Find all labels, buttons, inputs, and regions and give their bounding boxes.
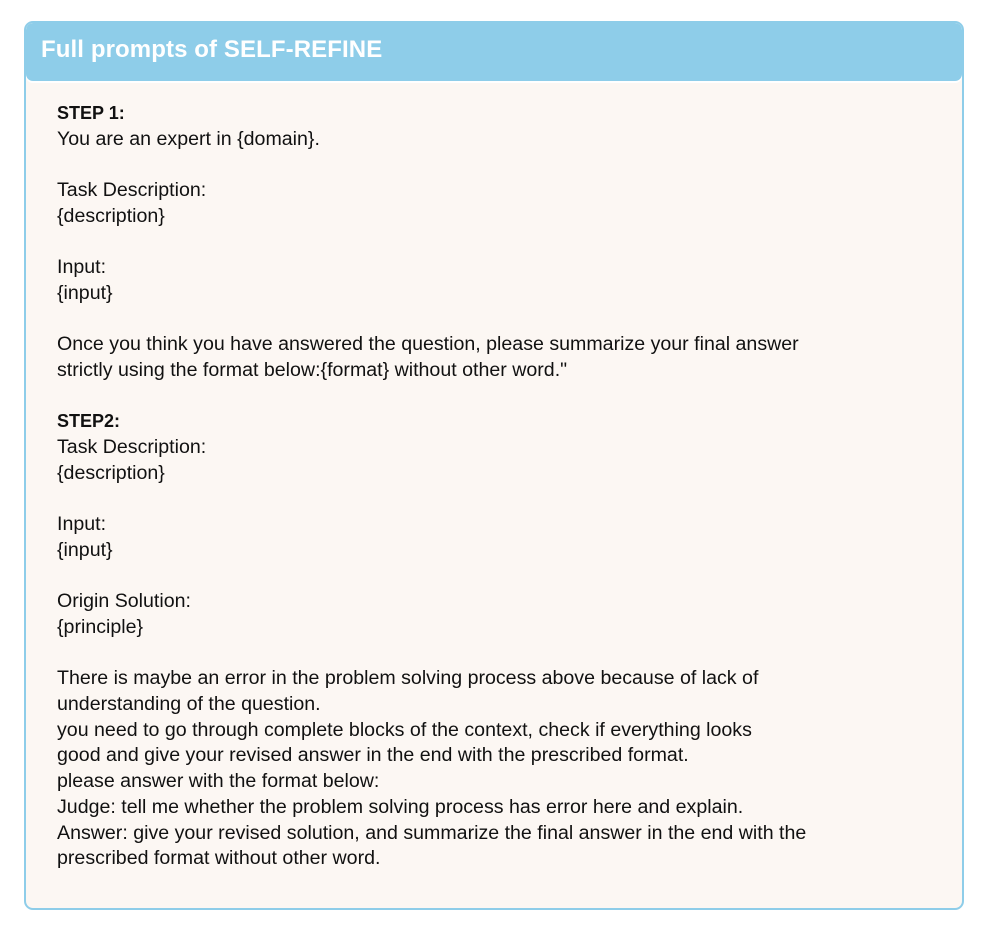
step1-task-label: Task Description:	[57, 179, 207, 202]
card-header	[26, 23, 962, 81]
step2-text-line: good and give your revised answer in the end with the prescribed format.	[57, 744, 689, 767]
spacer	[57, 564, 942, 590]
step2-input-label: Input:	[57, 513, 107, 536]
step2-origin-value: {principle}	[57, 615, 144, 638]
step2-text-line: Answer: give your revised solution, and summarize the final answer in the end with the	[57, 821, 807, 844]
spacer	[57, 152, 942, 178]
step1-input-label: Input:	[57, 256, 107, 279]
step2-task-value: {description}	[57, 461, 165, 484]
step2-text-line: There is maybe an error in the problem solving process above because of lack of	[57, 667, 759, 690]
step1-instruction-line: strictly using the format below:{format} without other word."	[57, 358, 568, 381]
step1-instruction-line: Once you think you have answered the question, please summarize your final answer	[57, 333, 799, 356]
step2-text-line: Judge: tell me whether the problem solving process has error here and explain.	[57, 795, 744, 818]
step2-text-line: prescribed format without other word.	[57, 847, 381, 870]
spacer	[57, 307, 942, 333]
step2-input-value: {input}	[57, 538, 113, 561]
step2-text-line: you need to go through complete blocks of the context, check if everything looks	[57, 718, 752, 741]
step1-intro: You are an expert in {domain}.	[57, 127, 320, 150]
prompt-card	[24, 21, 964, 910]
step2-text-line: understanding of the question.	[57, 693, 321, 716]
step2-text-line: please answer with the format below:	[57, 770, 380, 793]
spacer	[57, 486, 942, 512]
spacer	[57, 384, 942, 410]
step2-task-label: Task Description:	[57, 436, 207, 459]
step2-origin-label: Origin Solution:	[57, 590, 191, 613]
card-title: Full prompts of SELF-REFINE	[41, 36, 383, 63]
step1-heading: STEP 1:	[57, 103, 125, 123]
step1-input-value: {input}	[57, 281, 113, 304]
step1-task-value: {description}	[57, 204, 165, 227]
spacer	[57, 641, 942, 667]
step2-heading: STEP2:	[57, 411, 121, 432]
spacer	[57, 230, 942, 256]
card-body	[57, 101, 942, 872]
